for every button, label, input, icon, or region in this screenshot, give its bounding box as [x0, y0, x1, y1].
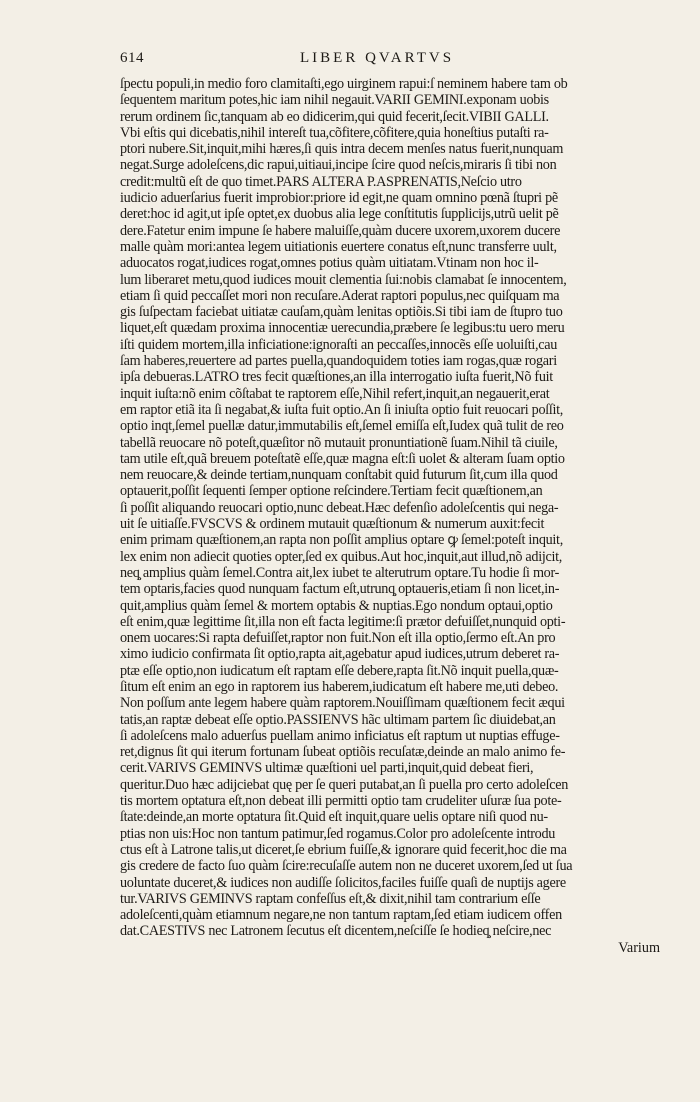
text-line: nem reuocare,& deinde tertiam,nunquam conſtabit quid futurum ſit,cum illa quod: [120, 467, 558, 484]
text-line: ptæ eſſe optio,non iudicatum eſt raptam eſſe debere,rapta ſit.Nõ inquit puella,quæ-: [120, 662, 559, 679]
text-line: iudicio aduerſarius fuerit improbior:priore id egit,ne quam omnino pœnã ſtupri pẽ: [120, 190, 558, 207]
text-line: ſam haberes,reuertere ad partes puella,quandoquidem toties iam rogas,quæ rogari: [120, 353, 557, 370]
text-line: tem optaris,facies quod nunquam factum eſt,utrunq̧ optaueris,etiam ſi non licet,in-: [120, 581, 560, 598]
text-line: aduocatos rogat,iudices rogat,omnes potius quàm uitiatam.Vtinam non hoc il-: [120, 255, 539, 272]
text-line: tam utile eſt,quã breuem poteſtatẽ eſſe,quæ magna eſt:ſi uolet & alteram ſuam optio: [120, 450, 565, 467]
text-line: lex enim non adiecit quoties opter,ſed ex quibus.Aut hoc,inquit,aut illud,nõ adijcit,: [120, 548, 563, 565]
text-line: uit ſe uitiaſſe.FVSCVS & ordinem mutauit quæſtionum & numerum auxit:fecit: [120, 516, 545, 533]
text-line: etiam ſi quid peccaſſet mori non recuſare.Aderat raptori populus,nec quiſquam ma: [120, 287, 560, 304]
text-line: tur.VARIVS GEMINVS raptam confeſſus eſt,& dixit,nihil tam contrarium eſſe: [120, 890, 541, 907]
text-line: dere.Fatetur enim impune ſe habere maluiſſe,quàm ducere uxorem,uxorem ducere: [120, 222, 561, 239]
text-line: malle quàm mori:antea legem uitiationis euertere conatus eſt,nunc transferre uult,: [120, 238, 557, 255]
text-line: neq̧ amplius quàm ſemel.Contra ait,lex iubet te alterutrum optare.Tu hodie ſi mor-: [120, 564, 560, 581]
text-line: tabellã reuocare nõ poteſt,quæſitor nõ mutauit pronuntiationẽ ſuam.Nihil tã ciuile,: [120, 434, 558, 451]
text-line: ſi adoleſcens malo aduerſus puellam animo inficiatus eſt raptum ut nuptias effuge-: [120, 727, 560, 744]
text-line: lum liberaret metu,quod iudices mouit clementia ſui:nobis clamabat ſe innocentem,: [120, 271, 567, 288]
text-line: em raptor etiã ita ſi negabat,& iuſta fuit optio.An ſi iniuſta optio fuit reuocari poſſit,: [120, 401, 564, 418]
text-line: ſpectu populi,in medio foro clamitaſti,ego uirginem rapui:ſ neminem habere tam ob: [120, 76, 568, 92]
text-line: adoleſcenti,quàm etiamnum negare,ne non tantum raptam,ſed etiam iudicem offen: [120, 907, 562, 924]
text-line: negat.Surge adoleſcens,dic rapui,uitiaui,incipe ſcire quod neſcis,miraris ſi tibi non: [120, 157, 557, 174]
text-line: rerum ordinem ſic,tanquam ab eo didicerim,qui quid fecerit,ſecit.VIBII GALLI.: [120, 108, 549, 125]
text-line: optio inqt,ſemel puellæ datur,immutabilis eſt,ſemel emiſſa eſt,Iudex quã tulit de reo: [120, 418, 564, 435]
text-line: gis ſuſpectam faciebat uitiatæ cauſam,quàm lenitas optiõis.Si tibi iam de ſtupro tuo: [120, 304, 563, 321]
text-line: ptori nubere.Sit,inquit,mihi hæres,ſi quis intra decem menſes natus fuerit,nunquam: [120, 141, 564, 158]
text-line: ptias non uis:Hoc non tantum patimur,ſed rogamus.Color pro adoleſcente introdu: [120, 825, 556, 842]
text-line: ſitum eſt enim an ego in raptorem ius haberem,iudicatum eſt habere me,uti debeo.: [120, 678, 559, 695]
text-line: queritur.Duo hæc adijciebat quę per ſe queri putabat,an ſi puella pro certo adoleſcen: [120, 776, 569, 793]
page-header: [120, 50, 660, 72]
text-line: ipſa debueras.LATRO tres fecit quæſtiones,an illa interrogatio iuſta fuerit,Nõ fuit: [120, 369, 553, 386]
text-line: ſtate:deinde,an morte optatura ſit.Quid eſt inquit,quare uelis optare niſi quod nu-: [120, 809, 548, 826]
catchword: Varium: [618, 939, 660, 956]
text-line: ximo iudicio confirmata ſit optio,rapta ait,agebatur apud iudices,utrum deberet ra-: [120, 646, 560, 663]
page-number: 614: [120, 50, 144, 66]
text-line: dat.CAESTIVS nec Latronem ſecutus eſt dicentem,neſciſſe ſe hodieq̧ neſcire,nec: [120, 923, 552, 940]
text-line: inquit iuſta:nõ enim cõſtabat te raptorem eſſe,Nihil refert,inquit,an negauerit,erat: [120, 385, 550, 402]
text-line: tis mortem optatura eſt,non debeat illi permitti optio tam crudeliter uſuræ ſua pote-: [120, 793, 562, 810]
text-line: ſequentem maritum potes,hic iam nihil negauit.VARII GEMINI.exponam uobis: [120, 92, 549, 109]
text-line: onem uocares:Si rapta defuiſſet,raptor non fuit.Non eſt illa optio,ſermo eſt.An pro: [120, 630, 556, 647]
text-line: ctus eſt à Latrone talis,ut diceret,ſe ebrium fuiſſe,& ignorare quid fecerit,hoc die ma: [120, 841, 567, 858]
text-line: Vbi eſtis qui dicebatis,nihil intereſt tua,cõfitere,cõfitere,quia honeſtius putaſti ra-: [120, 124, 549, 141]
text-line: optauerit,poſſit ſequenti ſemper optione reſcindere.Tertiam fecit quæſtionem,an: [120, 483, 543, 500]
text-line: uoluntate duceret,& iudices non audiſſe ſolicitos,faciles fuiſſe quaſi de nuptijs agere: [120, 874, 566, 891]
text-line: eſt enim,quæ legittime ſit,illa non eſt facta legitime:ſi prætor defuiſſet,nunquid opti-: [120, 613, 566, 630]
text-line: ret,dignus ſit qui iterum fortunam ſubeat optiõis recuſatæ,deinde an malo animo fe-: [120, 744, 566, 761]
text-line: Non poſſum ante legem habere quàm raptorem.Nouiſſimam quæſtionem fecit æqui: [120, 695, 565, 712]
text-line: iſti quidem mortem,illa inficiatione:ignoraſti an peccaſſes,innocẽs eſſe uoluiſti,cau: [120, 336, 558, 353]
text-line: liquet,eſt quædam proxima innocentiæ uerecundia,præbere ſe legibus:tu uero meru: [120, 320, 565, 337]
text-line: ſi poſſit aliquando reuocari optio,nunc debeat.Hæc defenſio adoleſcentis qui nega-: [120, 499, 559, 516]
text-line: gis credere de facto ſuo quàm ſcire:recuſaſſe autem non ne duceret uxorem,ſed ut ſua: [120, 858, 573, 875]
running-head: LIBER QVARTVS: [300, 50, 455, 66]
text-line: quit,amplius quàm ſemel & mortem optabis & nuptias.Ego nondum optaui,optio: [120, 597, 553, 614]
text-line: deret:hoc id agit,ut ipſe optet,ex duobus alia lege conſtitutis ſupplicijs,utrũ uelit pẽ: [120, 206, 559, 223]
text-line: enim primam quæſtionem,an rapta non poſſit amplius optare ꝙ ſemel:poteſt inquit,: [120, 532, 563, 549]
text-line: credit:multũ eſt de quo timet.PARS ALTERA P.ASPRENATIS,Neſcio utro: [120, 173, 522, 190]
text-block: [120, 76, 660, 956]
text-line: cerit.VARIVS GEMINVS ultimæ quæſtioni uel parti,inquit,quid debeat fieri,: [120, 760, 534, 777]
text-line: tatis,an raptæ debeat eſſe optio.PASSIENVS hãc ultimam partem ſic diuidebat,an: [120, 711, 556, 728]
